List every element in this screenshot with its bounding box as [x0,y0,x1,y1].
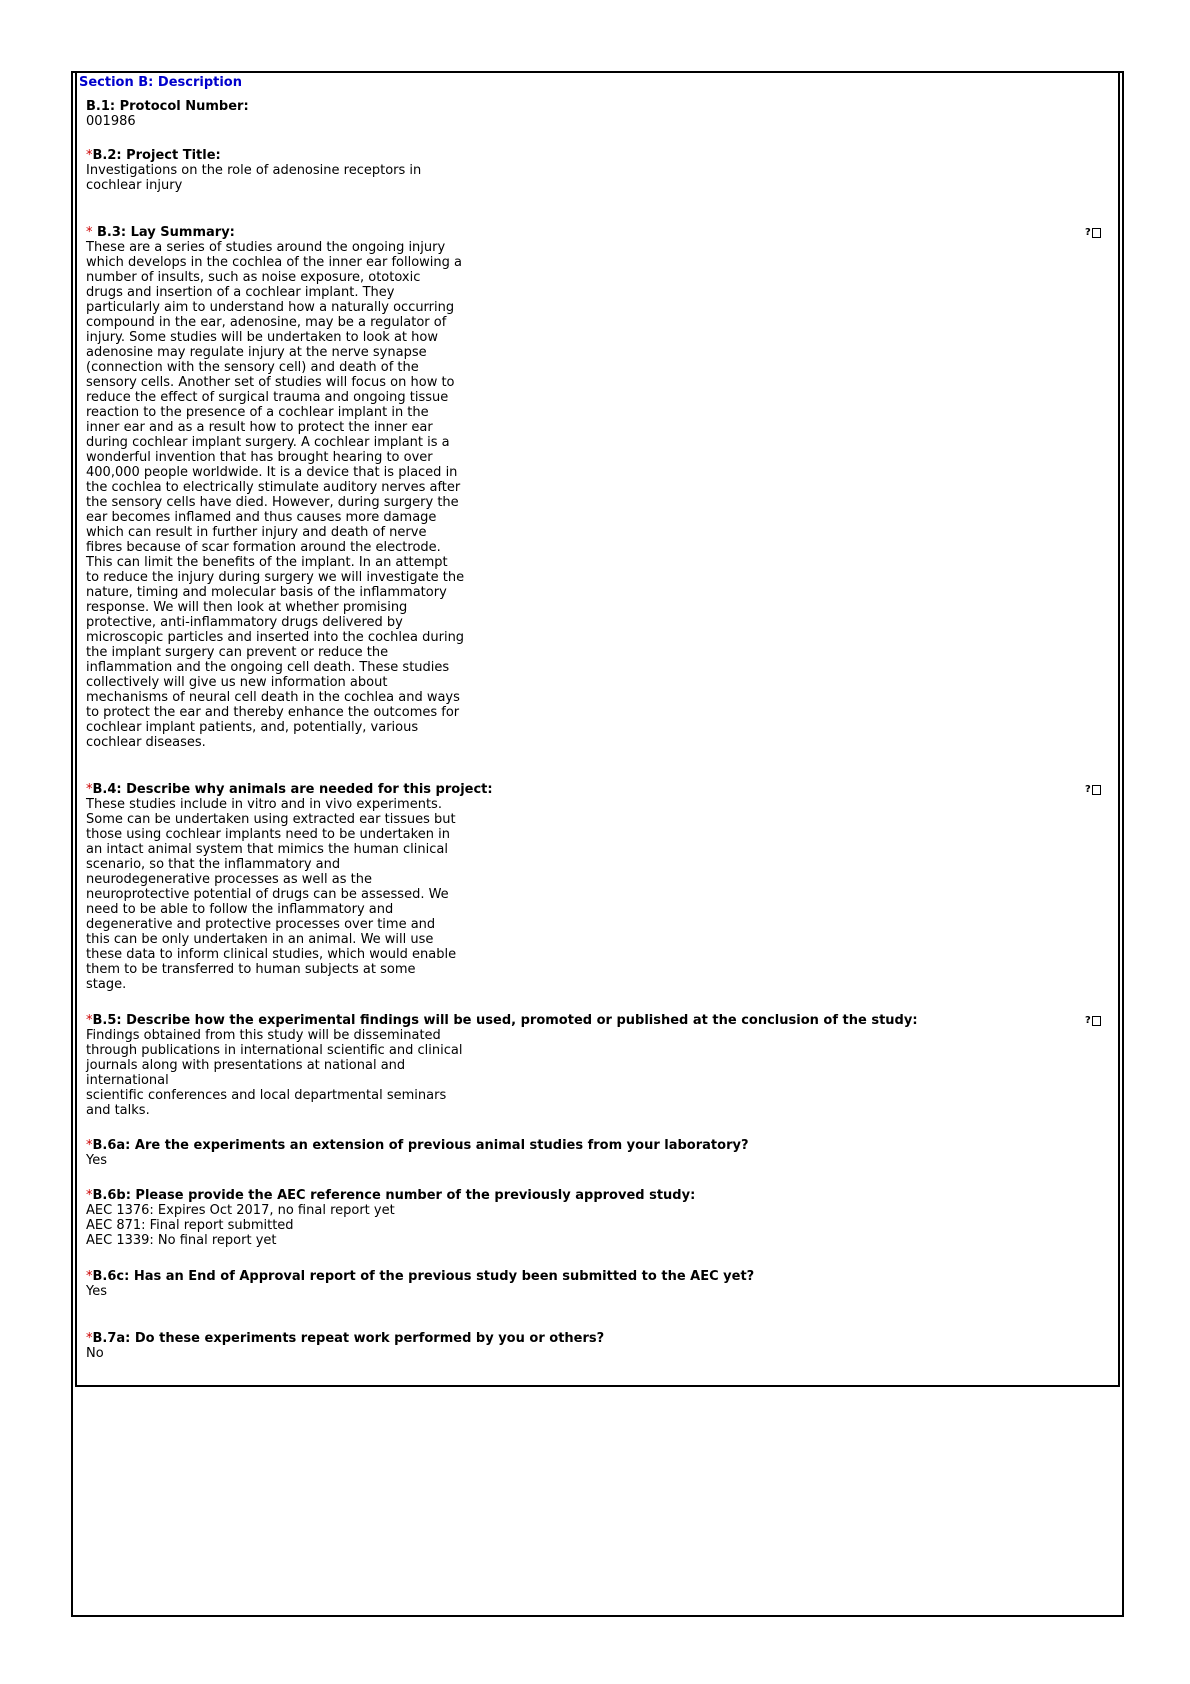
question-b5: B.5: Describe how the experimental findings will be used, promoted or published at the conclusion of the study: [92,1013,918,1028]
required-marker: * [86,1269,93,1284]
required-marker: * [86,1331,93,1346]
answer-b6b: AEC 1376: Expires Oct 2017, no final report yet AEC 871: Final report submitted AEC 1339: No final report yet [86,1203,395,1248]
field-aec-reference [86,1188,1086,1248]
required-marker: * [86,1138,93,1153]
required-marker: * [86,782,93,797]
answer-b4: These studies include in vitro and in vivo experiments. Some can be undertaken using extracted ear tissues but those using cochlear implants need to be undertaken in an intact animal system that mimics the human clinical scenario, so that the inflammatory and neurodegenerative processes as well as the neuroprotective potential of drugs can be assessed. We need to be able to follow the inflammatory and degenerative and protective processes over time and this can be only undertaken in an animal. We will use these data to inform clinical studies, which would enable them to be transferred to human subjects at some stage. [86,797,457,992]
field-lay-summary [86,225,506,750]
field-end-of-approval [86,1269,1086,1299]
field-repeat-work [86,1331,1086,1361]
question-b1: B.1: Protocol Number: [86,99,249,114]
help-icon[interactable]: ? [1085,1014,1103,1028]
field-animals-needed [86,782,506,992]
question-b7a: B.7a: Do these experiments repeat work performed by you or others? [92,1331,605,1346]
required-marker: * [86,1013,93,1028]
required-marker: * [86,225,93,240]
help-icon[interactable]: ? [1085,226,1103,240]
answer-b1: 001986 [86,114,136,129]
answer-b2: Investigations on the role of adenosine receptors in cochlear injury [86,163,422,193]
question-b2: B.2: Project Title: [92,148,221,163]
answer-b3: These are a series of studies around the ongoing injury which develops in the cochlea of the inner ear following a number of insults, such as noise exposure, ototoxic drugs and insertion of a cochlear implant. They particularly aim to understand how a naturally occurring compound in the ear, adenosine, may be a regulator of injury. Some studies will be undertaken to look at how adenosine may regulate injury at the nerve synapse (connection with the sensory cell) and death of the sensory cells. Another set of studies will focus on how to reduce the effect of surgical trauma and ongoing tissue reaction to the presence of a cochlear implant in the inner ear and as a result how to protect the inner ear during cochlear implant surgery. A cochlear implant is a wonderful invention that has brought hearing to over 400,000 people worldwide. It is a device that is placed in the cochlea to electrically stimulate auditory nerves after the sensory cells have died. However, during surgery the ear becomes inflamed and thus causes more damage which can result in further injury and death of nerve fibres because of scar formation around the electrode. This can limit the benefits of the implant. In an attempt to reduce the injury during surgery we will investigate the nature, timing and molecular basis of the inflammatory response. We will then look at whether promising protective, anti-inflammatory drugs delivered by microscopic particles and inserted into the cochlea during the implant surgery can prevent or reduce the inflammation and the ongoing cell death. These studies collectively will give us new information about mechanisms of neural cell death in the cochlea and ways to protect the ear and thereby enhance the outcomes for cochlear implant patients, and, potentially, various cochlear diseases. [86,240,465,750]
help-icon[interactable]: ? [1085,783,1103,797]
question-b4: B.4: Describe why animals are needed for this project: [92,782,493,797]
required-marker: * [86,1188,93,1203]
field-project-title [86,148,506,193]
answer-b6c: Yes [86,1284,107,1299]
question-b6c: B.6c: Has an End of Approval report of the previous study been submitted to the AEC yet? [92,1269,755,1284]
answer-b7a: No [86,1346,104,1361]
answer-b6a: Yes [86,1153,107,1168]
answer-b5: Findings obtained from this study will be disseminated through publications in international scientific and clinical journals along with presentations at national and international scientific conferences and local departmental seminars and talks. [86,1028,463,1118]
section-title: Section B: Description [79,75,242,90]
field-protocol-number [86,99,506,129]
question-b6b: B.6b: Please provide the AEC reference number of the previously approved study: [92,1188,696,1203]
field-findings-usage [86,1013,1086,1118]
question-b3: B.3: Lay Summary: [92,225,235,240]
required-marker: * [86,148,93,163]
question-b6a: B.6a: Are the experiments an extension of previous animal studies from your laboratory? [92,1138,749,1153]
field-extension-previous [86,1138,1086,1168]
